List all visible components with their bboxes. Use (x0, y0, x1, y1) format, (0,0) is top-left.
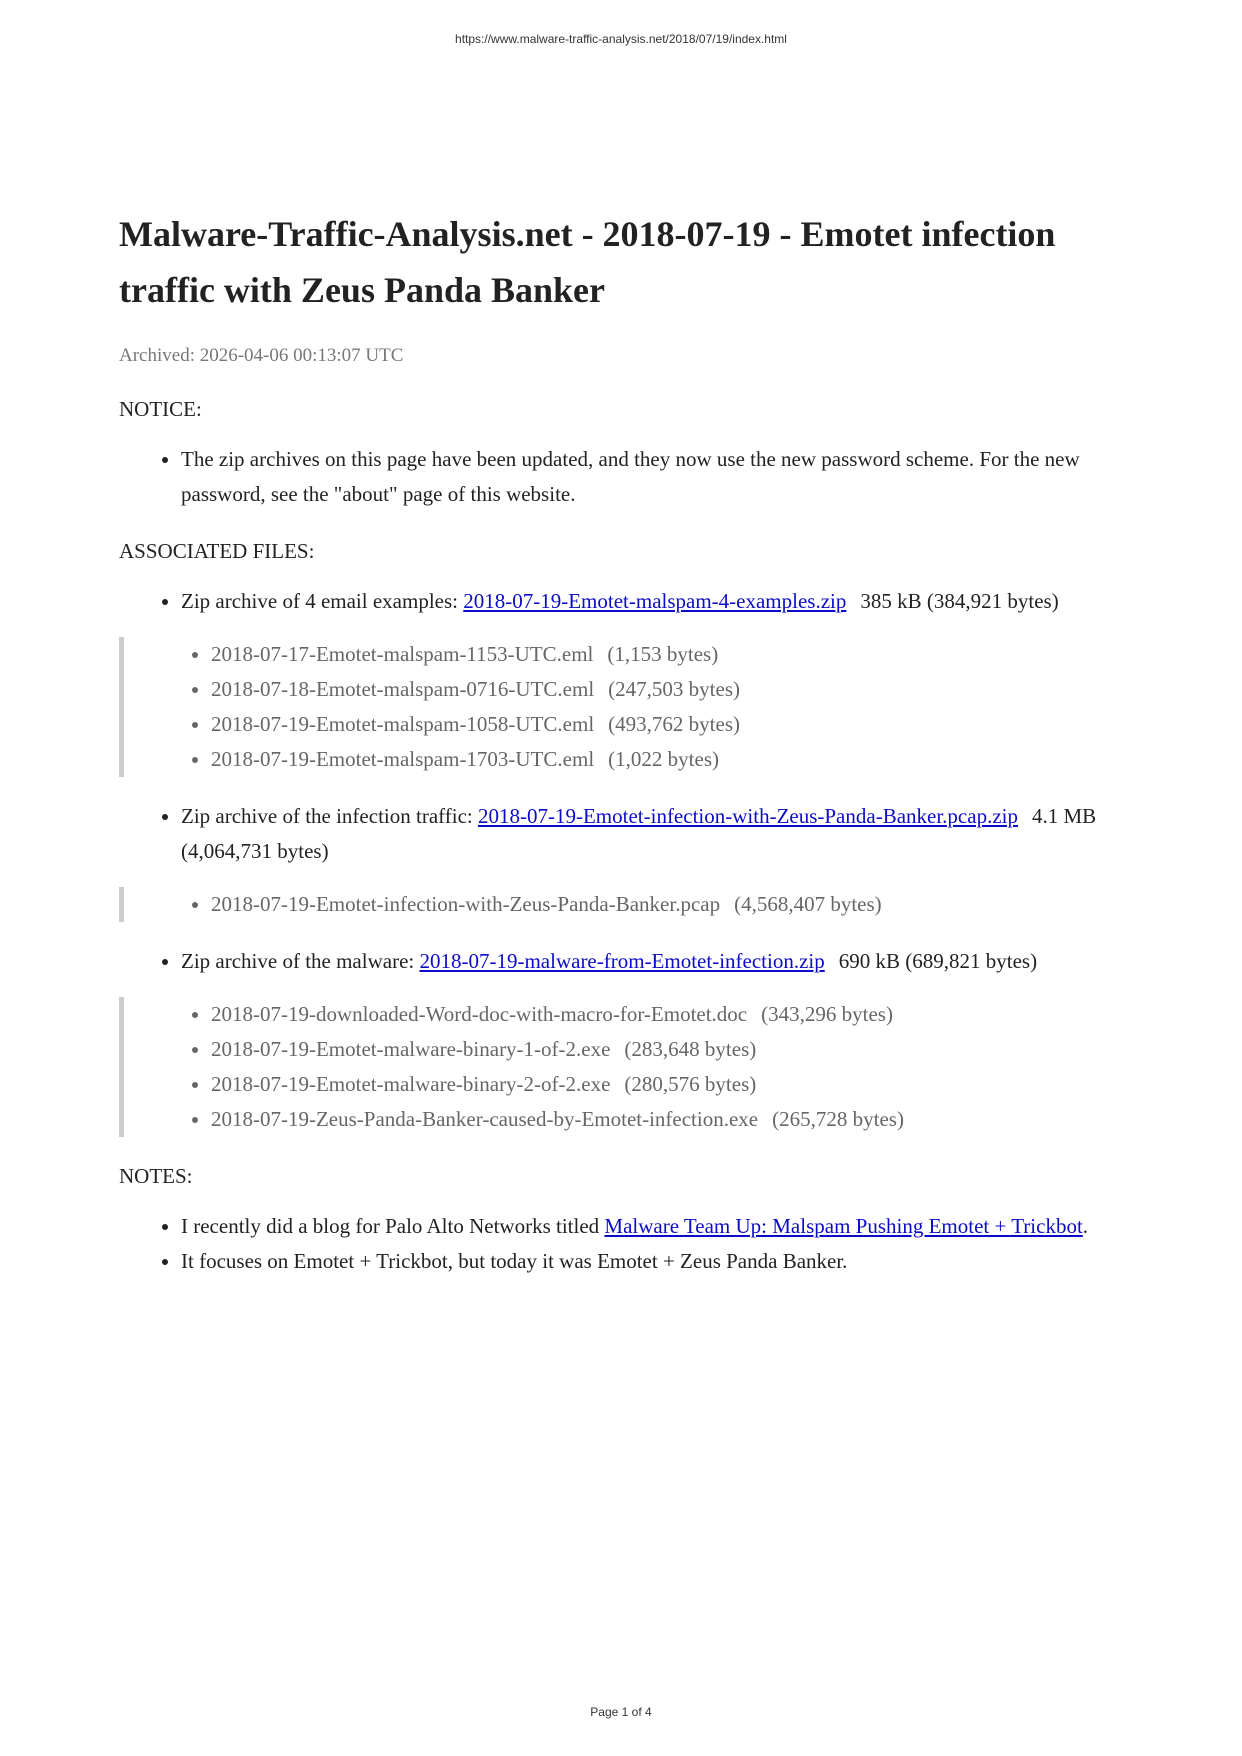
list-item (211, 1032, 1129, 1067)
archive-list-3 (119, 944, 1129, 979)
archive-contents-list (124, 887, 1129, 922)
notice-list (119, 442, 1129, 512)
archive-size: 4.1 MB (4,064,731 bytes) (181, 804, 1097, 863)
file-size: (265,728 bytes) (772, 1107, 904, 1131)
list-item (211, 742, 1129, 777)
archive-contents-list (124, 637, 1129, 777)
notes-list (119, 1209, 1129, 1279)
file-name: 2018-07-19-Emotet-infection-with-Zeus-Panda-Banker.pcap (211, 892, 721, 916)
note-text: . (1082, 1214, 1089, 1238)
list-item (211, 1067, 1129, 1102)
list-item (211, 637, 1129, 672)
list-item (211, 1102, 1129, 1137)
archive-size: 690 kB (689,821 bytes) (838, 949, 1038, 973)
main-content (119, 206, 1129, 1279)
notice-heading: NOTICE: (119, 397, 202, 421)
archive-description: Zip archive of the malware: (181, 949, 420, 973)
file-size: (247,503 bytes) (608, 677, 740, 701)
archive-contents-quote (119, 997, 1129, 1137)
archive-item (181, 799, 1129, 869)
file-size: (280,576 bytes) (624, 1072, 757, 1096)
list-item (211, 672, 1129, 707)
file-size: (493,762 bytes) (608, 712, 740, 736)
archive-download-link[interactable]: 2018-07-19-malware-from-Emotet-infection.zip (419, 949, 825, 973)
page-number: Page 1 of 4 (590, 1705, 652, 1719)
file-name: 2018-07-19-downloaded-Word-doc-with-macro-for-Emotet.doc (211, 1002, 748, 1026)
file-name: 2018-07-18-Emotet-malspam-0716-UTC.eml (211, 677, 595, 701)
file-size: (4,568,407 bytes) (734, 892, 882, 916)
archive-contents-quote (119, 887, 1129, 922)
file-size: (283,648 bytes) (624, 1037, 757, 1061)
list-item (181, 1209, 1129, 1244)
file-size: (1,153 bytes) (607, 642, 719, 666)
archive-contents-list (124, 997, 1129, 1137)
archive-item (181, 584, 1129, 619)
archive-size: 385 kB (384,921 bytes) (860, 589, 1059, 613)
file-size: (343,296 bytes) (761, 1002, 893, 1026)
file-size: (1,022 bytes) (608, 747, 719, 771)
archive-download-link[interactable]: 2018-07-19-Emotet-malspam-4-examples.zip (463, 589, 847, 613)
file-name: 2018-07-19-Emotet-malspam-1703-UTC.eml (211, 747, 595, 771)
file-name: 2018-07-17-Emotet-malspam-1153-UTC.eml (211, 642, 594, 666)
associated-files-heading: ASSOCIATED FILES: (119, 539, 315, 563)
file-name: 2018-07-19-Emotet-malware-binary-2-of-2.exe (211, 1072, 611, 1096)
archive-description: Zip archive of 4 email examples: (181, 589, 464, 613)
blog-link[interactable]: Malware Team Up: Malspam Pushing Emotet + Trickbot (604, 1214, 1083, 1238)
list-item (211, 707, 1129, 742)
archive-contents-quote (119, 637, 1129, 777)
archived-timestamp: Archived: 2026-04-06 00:13:07 UTC (119, 345, 404, 366)
page-url: https://www.malware-traffic-analysis.net/2018/07/19/index.html (455, 32, 787, 46)
notes-heading: NOTES: (119, 1164, 193, 1188)
archive-item (181, 944, 1129, 979)
page-title: Malware-Traffic-Analysis.net - 2018-07-19 - Emotet infection traffic with Zeus Panda Banker (119, 214, 1056, 310)
list-item: • It focuses on Emotet + Trickbot, but today it was Emotet + Zeus Panda Banker. (181, 1244, 1129, 1279)
archive-download-link[interactable]: 2018-07-19-Emotet-infection-with-Zeus-Panda-Banker.pcap.zip (477, 804, 1018, 828)
notice-item: • The zip archives on this page have been updated, and they now use the new password scheme. For the new password, see the "about" page of this website. (181, 442, 1129, 512)
list-item (211, 887, 1129, 922)
archive-list-2 (119, 799, 1129, 869)
file-name: 2018-07-19-Zeus-Panda-Banker-caused-by-Emotet-infection.exe (211, 1107, 759, 1131)
archive-list-1 (119, 584, 1129, 619)
file-name: 2018-07-19-Emotet-malspam-1058-UTC.eml (211, 712, 595, 736)
archive-description: Zip archive of the infection traffic: (181, 804, 478, 828)
file-name: 2018-07-19-Emotet-malware-binary-1-of-2.exe (211, 1037, 611, 1061)
list-item (211, 997, 1129, 1032)
note-text: I recently did a blog for Palo Alto Networks titled (181, 1214, 605, 1238)
